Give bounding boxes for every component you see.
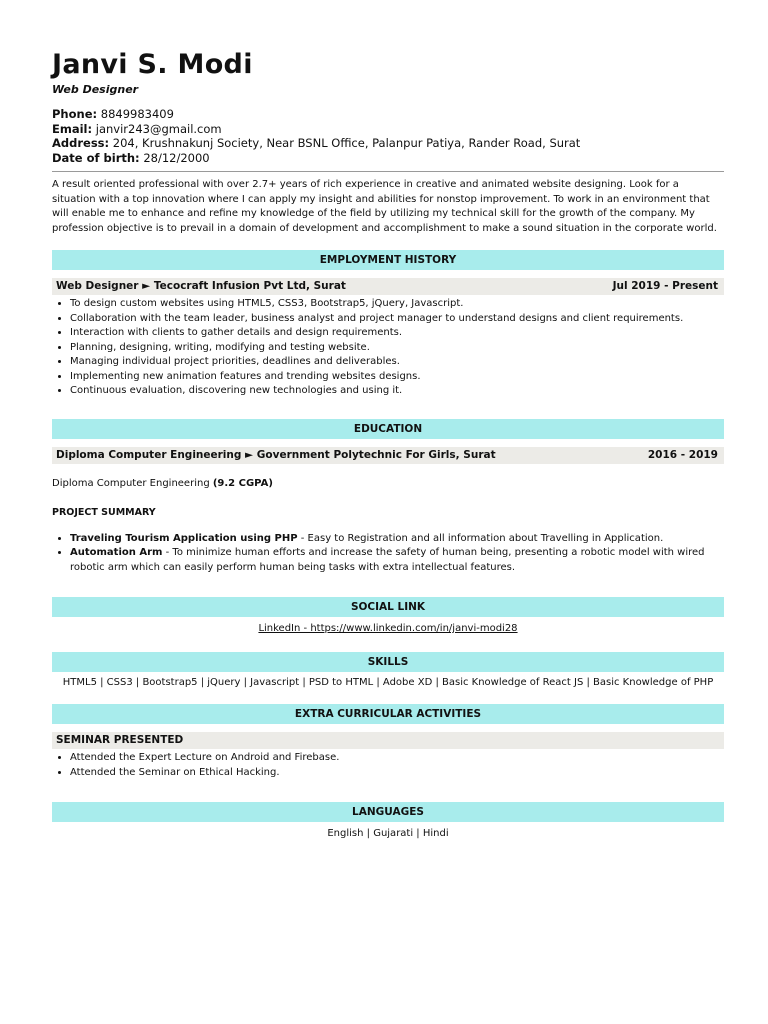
project-name: Traveling Tourism Application using PHP (70, 532, 298, 544)
project-summary-heading: PROJECT SUMMARY (52, 506, 156, 518)
employment-bullets (52, 297, 724, 399)
candidate-name: Janvi S. Modi (52, 49, 253, 80)
phone-line (52, 107, 724, 122)
header-divider (52, 171, 724, 172)
seminar-bullets (52, 751, 724, 780)
list-item: • Continuous evaluation, discovering new technologies and using it. (70, 384, 724, 399)
education-grade: (9.2 CGPA) (212, 477, 273, 489)
seminar-entry (52, 732, 724, 749)
education-title: Diploma Computer Engineering ► Government Polytechnic For Girls, Surat (56, 448, 496, 461)
address-value: 204, Krushnakunj Society, Near BSNL Office, Palanpur Patiya, Rander Road, Surat (112, 136, 581, 150)
list-item: • To design custom websites using HTML5, CSS3, Bootstrap5, jQuery, Javascript. (70, 297, 724, 312)
email-value[interactable]: janvir243@gmail.com (95, 121, 222, 136)
skills-text: HTML5 | CSS3 | Bootstrap5 | jQuery | Javascript | PSD to HTML | Adobe XD | Basic Knowledge of React JS | Basic Knowledge of PHP (62, 676, 714, 688)
email-line (52, 122, 724, 137)
employment-entry (52, 278, 724, 295)
education-heading: EDUCATION (52, 419, 724, 439)
education-entry (52, 447, 724, 464)
profile-summary: A result oriented professional with over 2.7+ years of rich experience in creative and animated website designing. Look for a situation with a top innovation where I can apply my insight and abilities for nonstop improvement. To work in an environment that will enable me to enhance and refine my knowledge of the field by utilizing my technical skill for the growth of the company. My profession objective is to prevail in a domain of development and accomplishment to make a sound situation in the corporate world. (52, 179, 717, 234)
social-link-row (52, 622, 724, 637)
languages-text: English | Gujarati | Hindi (327, 828, 449, 839)
linkedin-link[interactable]: LinkedIn - https://www.linkedin.com/in/janvi-modi28 (258, 623, 518, 634)
phone-value: 8849983409 (100, 107, 174, 121)
address-line (52, 136, 724, 151)
email-label: Email: (52, 121, 93, 136)
project-desc: - Easy to Registration and all information about Travelling in Application. (297, 532, 664, 544)
project-desc: - To minimize human efforts and increase the safety of human being, presenting a robotic model with wired robotic arm which can easily perform human being tasks with extra intellectual features. (70, 547, 705, 573)
dob-label: Date of birth: (52, 150, 140, 165)
phone-label: Phone: (52, 107, 98, 121)
list-item (70, 546, 724, 575)
extra-curricular-heading: EXTRA CURRICULAR ACTIVITIES (52, 704, 724, 724)
employment-dates: Jul 2019 - Present (612, 280, 718, 292)
dob-value: 28/12/2000 (143, 150, 210, 165)
list-item (70, 532, 724, 547)
employment-title: Web Designer ► Tecocraft Infusion Pvt Ltd, Surat (56, 280, 346, 292)
list-item: • Planning, designing, writing, modifying and testing website. (70, 341, 724, 356)
list-item: • Collaboration with the team leader, business analyst and project manager to understand designs and client requirements. (70, 312, 724, 327)
education-detail (52, 477, 724, 491)
list-item: • Attended the Seminar on Ethical Hacking. (70, 766, 724, 781)
languages-heading: LANGUAGES (52, 802, 724, 822)
social-heading: SOCIAL LINK (52, 597, 724, 617)
dob-line (52, 151, 724, 166)
list-item: • Implementing new animation features and trending websites designs. (70, 370, 724, 385)
candidate-role: Web Designer (52, 83, 139, 96)
project-list (52, 532, 724, 576)
skills-heading: SKILLS (52, 652, 724, 672)
list-item: • Attended the Expert Lecture on Android and Firebase. (70, 751, 724, 766)
list-item: • Interaction with clients to gather details and design requirements. (70, 326, 724, 341)
seminar-heading: SEMINAR PRESENTED (56, 734, 184, 746)
list-item: • Managing individual project priorities, deadlines and deliverables. (70, 355, 724, 370)
project-name: Automation Arm (70, 547, 163, 558)
education-dates: 2016 - 2019 (647, 448, 718, 461)
education-degree: Diploma Computer Engineering (52, 477, 210, 489)
address-label: Address: (52, 136, 110, 150)
employment-heading: EMPLOYMENT HISTORY (52, 250, 724, 270)
contact-block (52, 107, 724, 165)
resume-page (52, 48, 724, 842)
